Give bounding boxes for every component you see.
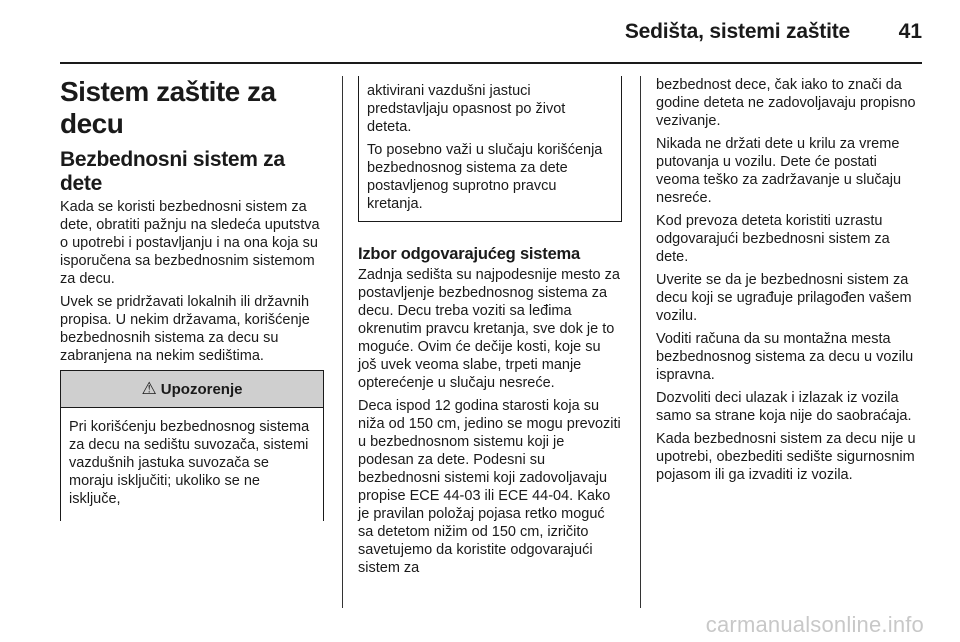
paragraph: Uvek se pridržavati lokalnih ili državnih propisa. U nekim državama, korišćenje bezbednosnih sistema za decu su zabranjena na nekim sedištima. [60, 294, 310, 364]
paragraph: Dozvoliti deci ulazak i izlazak iz vozila samo sa strane koja nije do saobraćaja. [656, 390, 912, 424]
page-header-title: Sedišta, sistemi zaštite [624, 20, 850, 43]
paragraph: Uverite se da je bezbednosni sistem za decu koji se ugrađuje prilagođen vašem vozilu. [656, 272, 912, 324]
page-number: 41 [898, 20, 922, 43]
column-2 [358, 76, 622, 582]
header-divider [60, 62, 922, 64]
warning-box-continued [358, 76, 622, 222]
paragraph: Kada se koristi bezbednosni sistem za dete, obratiti pažnju na sledeća uputstva o upotrebi i postavljanju i na ona koja su isporučena sa bezbednosnim sistemom za decu. [60, 199, 320, 287]
column-1 [60, 76, 324, 521]
paragraph: Kod prevoza deteta koristiti uzrastu odgovarajući bezbednosni sistem za dete. [656, 213, 890, 265]
warning-label: Upozorenje [160, 380, 243, 398]
column-3 [656, 76, 922, 489]
paragraph: Zadnja sedišta su najpodesnije mesto za postavljenje bezbednosnog sistema za decu. Decu treba voziti sa leđima okrenutim pravcu kretanja, sve dok je to moguće. Ovim će dečije kosti, koje su još uvek veoma slabe, trpeti manje opterećenje u slučaju nesreće. [358, 267, 620, 391]
paragraph: Nikada ne držati dete u krilu za vreme putovanja u vozilu. Dete će postati veoma teško za zadržavanje u slučaju nesreće. [656, 136, 902, 206]
warning-body [61, 408, 323, 521]
subsection-title: Bezbednosni sistem za dete [60, 148, 285, 195]
subsection-title: Izbor odgovarajućeg sistema [358, 245, 580, 263]
column-divider-1 [342, 76, 343, 608]
paragraph: Deca ispod 12 godina starosti koja su niža od 150 cm, jedino se mogu prevoziti u bezbednosnom sistemu koji je podesan za dete. Podesni su bezbednosni sistemi koji zadovoljavaju propise ECE 44-03 ili ECE 44-04. Kako je pravilan položaj pojasa retko moguć sa detetom nižim od 150 cm, izričito savetujemo da koristite odgovarajući sistem za [358, 398, 621, 576]
warning-header [61, 371, 323, 408]
paragraph: bezbednost dece, čak iako to znači da godine deteta ne zadovoljavaju propisno vezivanje. [656, 77, 916, 129]
warning-text: To posebno važi u slučaju korišćenja bezbednosnog sistema za dete postavljenog suprotno pravcu kretanja. [367, 142, 603, 212]
paragraph: Voditi računa da su montažna mesta bezbednosnog sistema za decu u vozilu ispravna. [656, 331, 914, 383]
watermark-text: carmanualsonline.info [705, 612, 924, 637]
column-divider-2 [640, 76, 641, 608]
warning-box [60, 370, 324, 521]
warning-text: Pri korišćenju bezbednosnog sistema za decu na sedištu suvozača, sistemi vazdušnih jastuka suvozača se moraju isključiti; ukoliko se ne isključe, [69, 419, 310, 507]
section-title: Sistem zaštite za decu [60, 76, 276, 139]
warning-text: aktivirani vazdušni jastuci predstavljaju opasnost po život deteta. [367, 83, 566, 135]
paragraph: Kada bezbednosni sistem za decu nije u upotrebi, obezbediti sedište sigurnosnim pojasom ili ga izvaditi iz vozila. [656, 431, 916, 483]
warning-triangle-icon: ⚠ [141, 379, 157, 398]
